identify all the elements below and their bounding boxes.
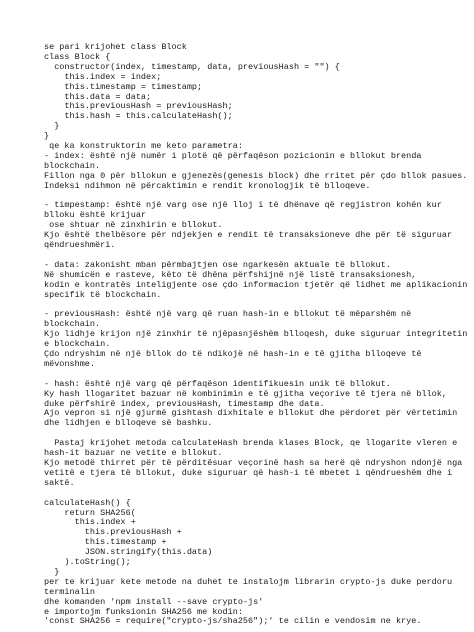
text-line: Kjo lidhje krijon një zinxhir të njëpasnjëshëm blloqesh, duke siguruar integritetin	[44, 329, 468, 340]
text-line: }	[44, 121, 60, 132]
text-line: Indeksi ndihmon në përcaktimin e rendit kronologjik të blloqeve.	[44, 180, 371, 191]
text-line: }	[44, 131, 50, 142]
text-line: duke përfshirë index, previousHash, timestamp dhe data.	[44, 398, 325, 409]
text-line: }	[44, 566, 60, 577]
text-line: - data: zakonisht mban përmbajtjen ose ngarkesën aktuale të bllokut.	[44, 259, 391, 270]
text-line: blockchain.	[44, 160, 101, 171]
text-line: saktë.	[44, 477, 75, 488]
text-line: e blockchain.	[44, 339, 111, 350]
text-line: kodin e kontratës inteligjente ose çdo informacion tjetër që lidhet me aplikacionin	[44, 279, 468, 290]
text-line: specifik të blockchain.	[44, 289, 162, 300]
text-line: Ky hash llogaritet bazuar në kombinimin e të gjitha veçorive të tjera në bllok,	[44, 388, 447, 399]
text-line: this.previousHash +	[44, 527, 182, 538]
text-line: this.timestamp +	[44, 537, 167, 548]
text-line: this.index = index;	[44, 71, 162, 82]
text-line: JSON.stringify(this.data)	[44, 547, 213, 558]
text-line: this.hash = this.calculateHash();	[44, 111, 233, 122]
text-line: - timpestamp: është një varg ose një lloj i të dhënave që regjistron kohën kur	[44, 200, 442, 211]
text-line: - hash: është një varg që përfaqëson identifikuesin unik të bllokut.	[44, 378, 391, 389]
text-line: dhe komanden 'npm install --save crypto-js'	[44, 596, 264, 607]
text-line: return SHA256(	[44, 507, 136, 518]
text-line: Ajo vepron si një gjurmë gishtash dixhitale e bllokut dhe përdoret për vërtetimin	[44, 408, 458, 419]
text-line: class Block {	[44, 51, 111, 62]
text-line: qe ka konstruktorin me keto parametra:	[44, 141, 243, 152]
text-line: Pastaj krijohet metoda calculateHash brenda klases Block, qe llogarite vleren e	[44, 438, 458, 449]
text-line: this.data = data;	[44, 91, 152, 102]
text-line: blloku është krijuar	[44, 210, 147, 221]
text-line: ).toString();	[44, 557, 131, 568]
text-line: Kjo metodë thirret për të përditësuar veçorinë hash sa herë që ndryshon ndonjë nga	[44, 457, 463, 468]
text-line: se pari krijohet class Block	[44, 42, 187, 52]
text-line: - previousHash: është një varg që ruan hash-in e bllokut të mëparshëm në	[44, 309, 412, 320]
text-line: vetitë e tjera të bllokut, duke siguruar që hash-i të mbetet i qëndrueshëm dhe i	[44, 467, 453, 478]
text-line: Fillon nga 0 për bllokun e gjenezës(genesis block) dhe rritet për çdo bllok pasues.	[44, 170, 468, 181]
text-line: per te krijuar kete metode na duhet te instalojm librarin crypto-js duke perdoru	[44, 576, 453, 587]
text-line: Në shumicën e rasteve, këto të dhëna përfshijnë një listë transaksionesh,	[44, 269, 417, 280]
text-line: qëndrueshmëri.	[44, 240, 116, 251]
text-line: e importojm funksionin SHA256 me kodin:	[44, 606, 243, 617]
text-line: this.index +	[44, 517, 136, 528]
text-line: this.previousHash = previousHash;	[44, 101, 233, 112]
text-line: blockchain.	[44, 319, 101, 330]
text-line: Kjo është thelbësore për ndjekjen e rendit të transaksioneve dhe për të siguruar	[44, 230, 453, 241]
text-line: 'const SHA256 = require("crypto-js/sha256");' te cilin e vendosim ne krye.	[44, 616, 422, 627]
document-text	[44, 42, 468, 627]
text-line: Çdo ndryshim në një bllok do të ndikojë në hash-in e të gjitha blloqeve të	[44, 349, 422, 360]
text-line: - index: është një numër i plotë që përfaqëson pozicionin e bllokut brenda	[44, 150, 422, 161]
text-line: this.timestamp = timestamp;	[44, 81, 203, 92]
text-line: hash-it bazuar ne vetite e bllokut.	[44, 448, 223, 459]
text-line: dhe lidhjen e blloqeve së bashku.	[44, 418, 213, 429]
text-line: terminalin	[44, 586, 96, 597]
text-line: constructor(index, timestamp, data, previousHash = "") {	[44, 61, 340, 72]
text-line: calculateHash() {	[44, 497, 131, 508]
text-line: mëvonshme.	[44, 358, 96, 369]
text-line: ose shtuar në zinxhirin e bllokut.	[44, 220, 223, 231]
